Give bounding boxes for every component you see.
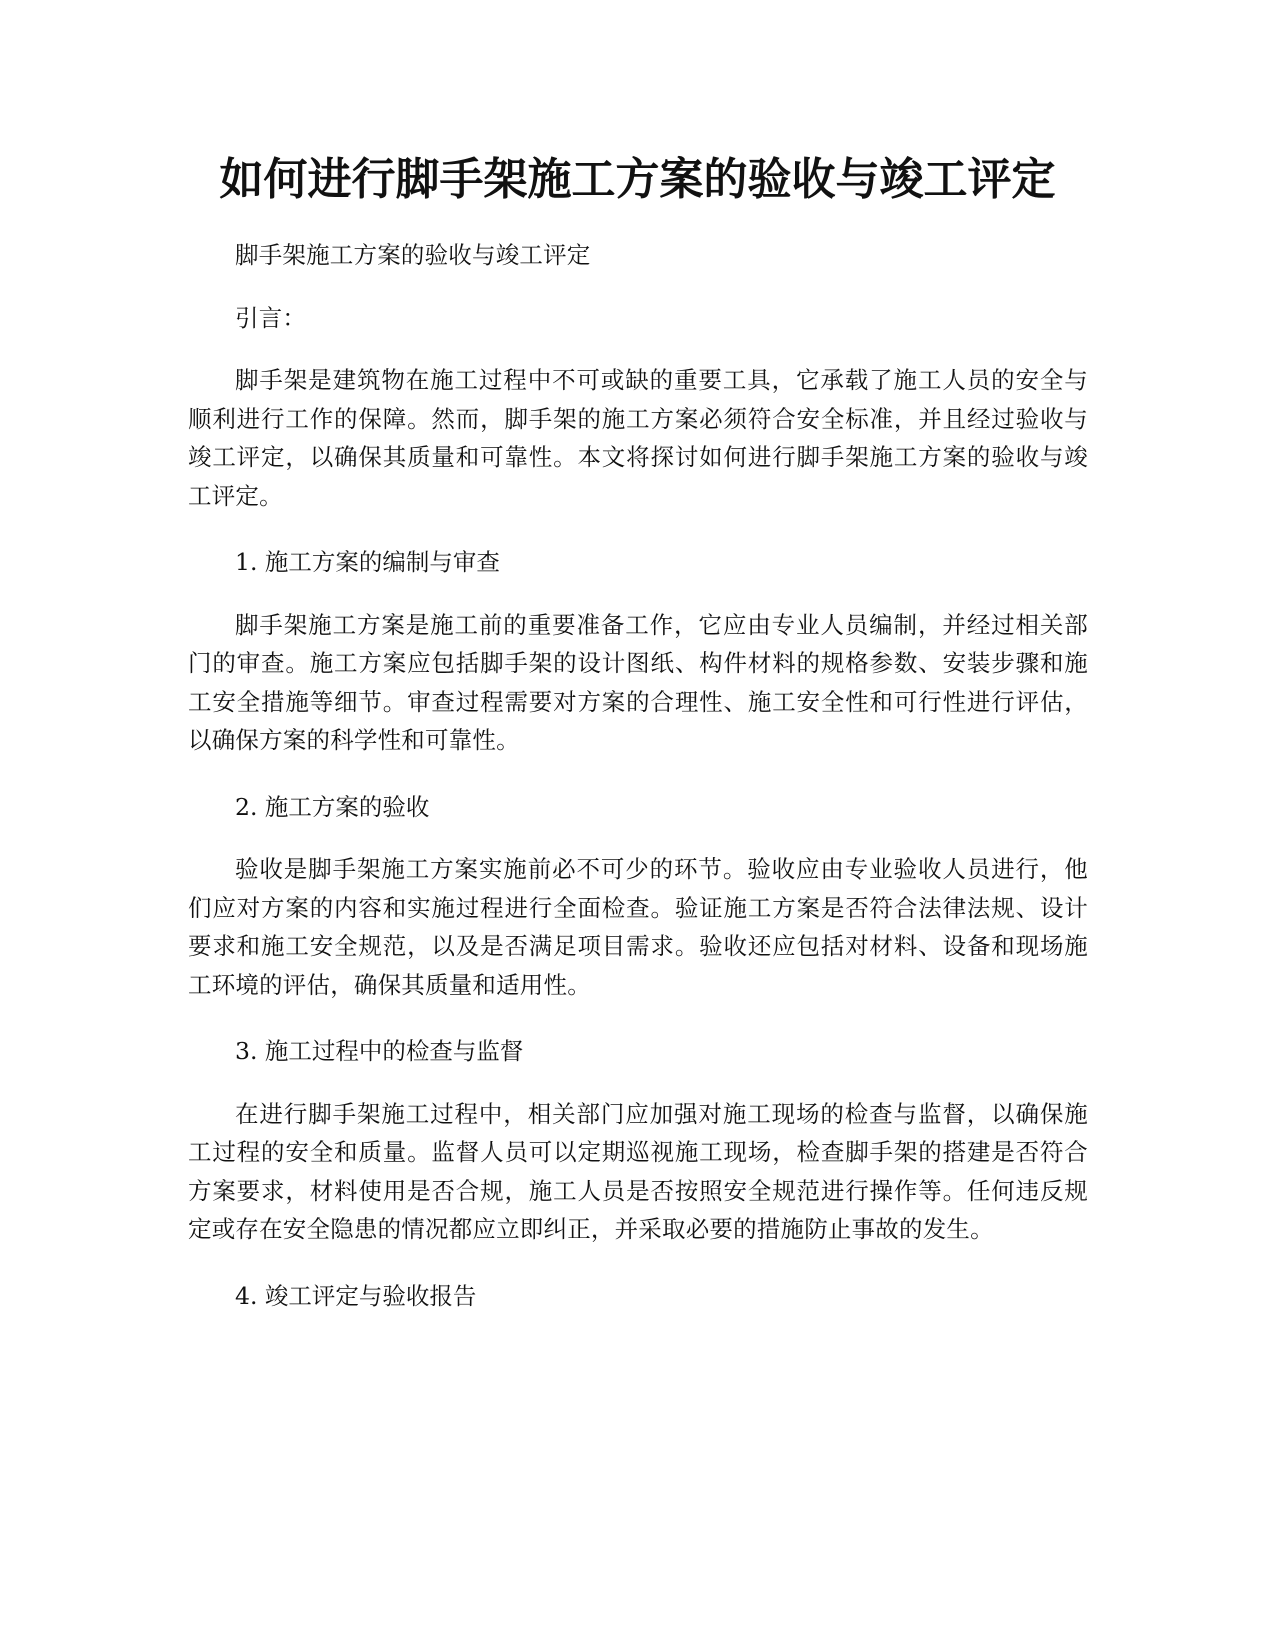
document-subtitle: 脚手架施工方案的验收与竣工评定: [235, 241, 591, 269]
section-heading-3: 3. 施工过程中的检查与监督: [235, 1037, 524, 1065]
section-heading-4: 4. 竣工评定与验收报告: [235, 1281, 477, 1310]
section-paragraph-1: 脚手架施工方案是施工前的重要准备工作，它应由专业人员编制，并经过相关部门的审查。施工方案应包括脚手架的设计图纸、构件材料的规格参数、安装步骤和施工安全措施等细节。审查过程需要对方案的合理性、施工安全性和可行性进行评估，以确保方案的科学性和可靠性。: [188, 610, 1088, 754]
intro-paragraph: 脚手架是建筑物在施工过程中不可或缺的重要工具，它承载了施工人员的安全与顺利进行工作的保障。然而，脚手架的施工方案必须符合安全标准，并且经过验收与竣工评定，以确保其质量和可靠性。本文将探讨如何进行脚手架施工方案的验收与竣工评定。: [188, 366, 1088, 510]
section-paragraph-2: 验收是脚手架施工方案实施前必不可少的环节。验收应由专业验收人员进行，他们应对方案的内容和实施过程进行全面检查。验证施工方案是否符合法律法规、设计要求和施工安全规范，以及是否满足项目需求。验收还应包括对材料、设备和现场施工环境的评估，确保其质量和适用性。: [188, 855, 1088, 999]
document-body: [188, 236, 1088, 1339]
intro-label: 引言：: [235, 303, 307, 332]
section-heading-1: 1. 施工方案的编制与审查: [235, 548, 500, 576]
document-title: 如何进行脚手架施工方案的验收与竣工评定: [219, 154, 1056, 205]
section-paragraph-3: 在进行脚手架施工过程中，相关部门应加强对施工现场的检查与监督，以确保施工过程的安全和质量。监督人员可以定期巡视施工现场，检查脚手架的搭建是否符合方案要求，材料使用是否合规，施工人员是否按照安全规范进行操作等。任何违反规定或存在安全隐患的情况都应立即纠正，并采取必要的措施防止事故的发生。: [188, 1099, 1088, 1243]
section-heading-2: 2. 施工方案的验收: [235, 792, 430, 821]
